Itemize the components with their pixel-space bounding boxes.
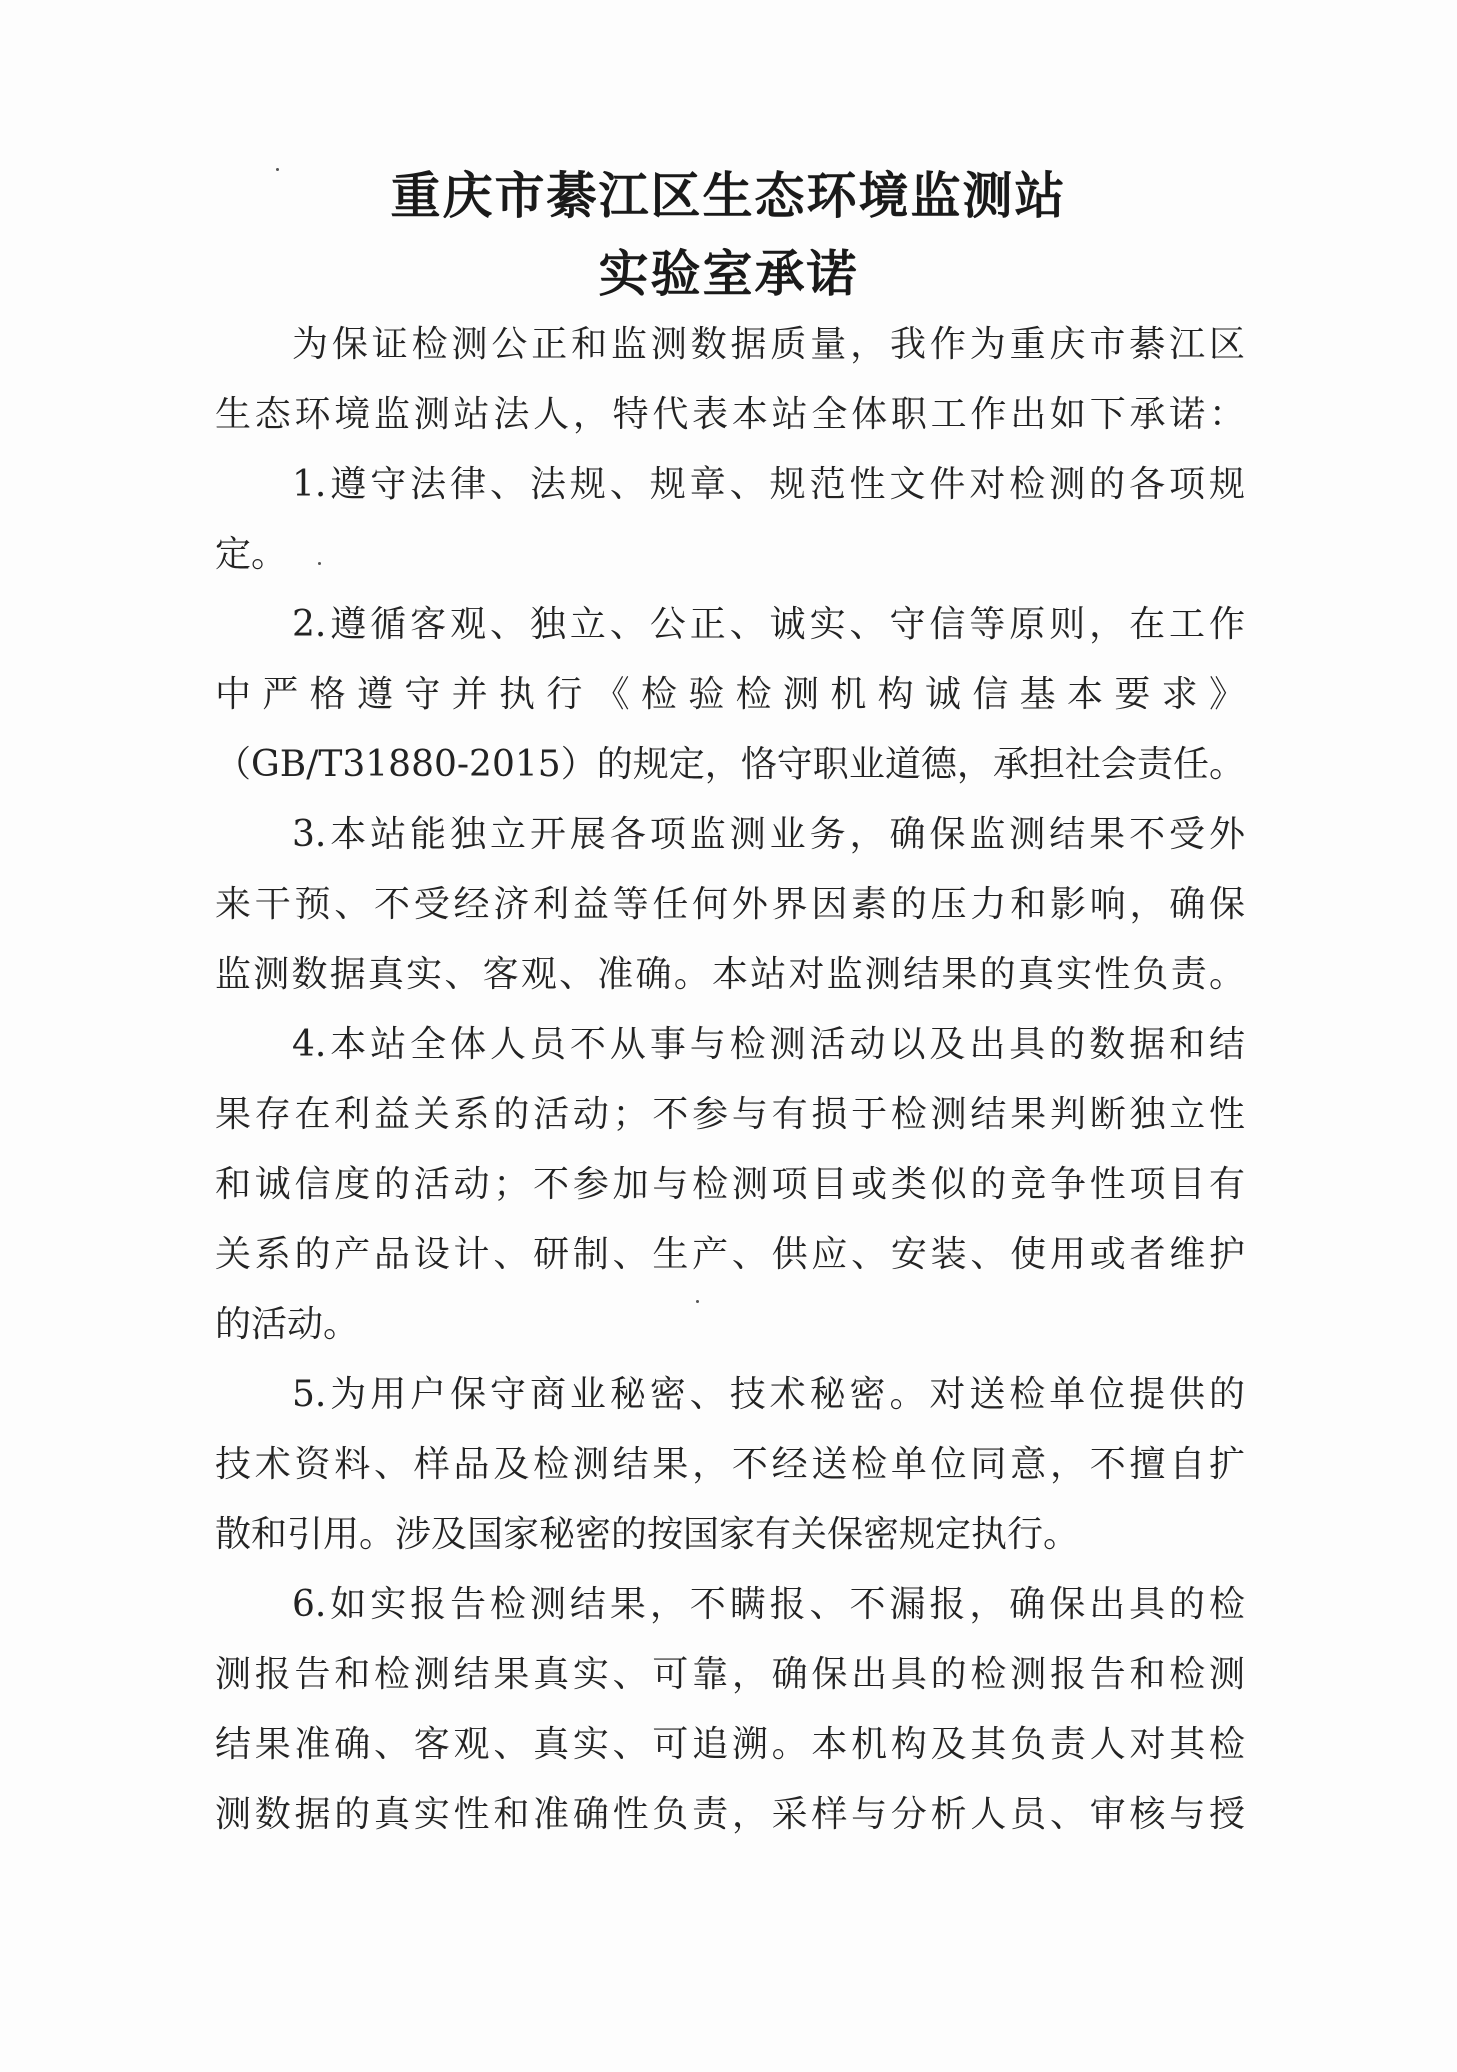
text-line: 散和引用。涉及国家秘密的按国家有关保密规定执行。 (215, 1514, 1080, 1555)
text-line: 5.为用户保守商业秘密、技术秘密。对送检单位提供的 (292, 1374, 1245, 1415)
text-line: 监测数据真实、客观、准确。本站对监测结果的真实性负责。 (215, 954, 1245, 995)
text-line: 的活动。 (215, 1304, 360, 1345)
text-line: 和诚信度的活动；不参加与检测项目或类似的竞争性项目有 (215, 1164, 1245, 1205)
text-line: 1.遵守法律、法规、规章、规范性文件对检测的各项规 (292, 464, 1245, 505)
text-line: 测数据的真实性和准确性负责，采样与分析人员、审核与授 (215, 1794, 1245, 1835)
text-line: 技术资料、样品及检测结果，不经送检单位同意，不擅自扩 (215, 1444, 1245, 1485)
scan-speck (696, 1300, 699, 1303)
text-line: 定。 (215, 534, 288, 575)
text-line: 测报告和检测结果真实、可靠，确保出具的检测报告和检测 (215, 1654, 1245, 1695)
text-line: 结果准确、客观、真实、可追溯。本机构及其负责人对其检 (215, 1724, 1245, 1765)
text-line: 关系的产品设计、研制、生产、供应、安装、使用或者维护 (215, 1234, 1245, 1275)
text-line: 6.如实报告检测结果，不瞒报、不漏报，确保出具的检 (292, 1584, 1245, 1625)
text-line: 果存在利益关系的活动；不参与有损于检测结果判断独立性 (215, 1094, 1245, 1135)
text-line: （GB/T31880-2015）的规定，恪守职业道德，承担社会责任。 (215, 744, 1245, 785)
text-line: 2.遵循客观、独立、公正、诚实、守信等原则，在工作 (292, 604, 1245, 645)
document-subtitle: 实验室承诺 (598, 245, 859, 303)
scan-speck (318, 562, 321, 565)
text-line: 为保证检测公正和监测数据质量，我作为重庆市綦江区 (292, 324, 1245, 365)
text-line: 3.本站能独立开展各项监测业务，确保监测结果不受外 (292, 814, 1245, 855)
text-line: 来干预、不受经济利益等任何外界因素的压力和影响，确保 (215, 884, 1245, 925)
text-line: 4.本站全体人员不从事与检测活动以及出具的数据和结 (292, 1024, 1245, 1065)
text-line: 生态环境监测站法人，特代表本站全体职工作出如下承诺： (215, 394, 1245, 435)
document-title: 重庆市綦江区生态环境监测站 (390, 167, 1067, 225)
text-line: 中严格遵守并执行《检验检测机构诚信基本要求》 (215, 674, 1245, 715)
scan-speck (276, 168, 279, 171)
